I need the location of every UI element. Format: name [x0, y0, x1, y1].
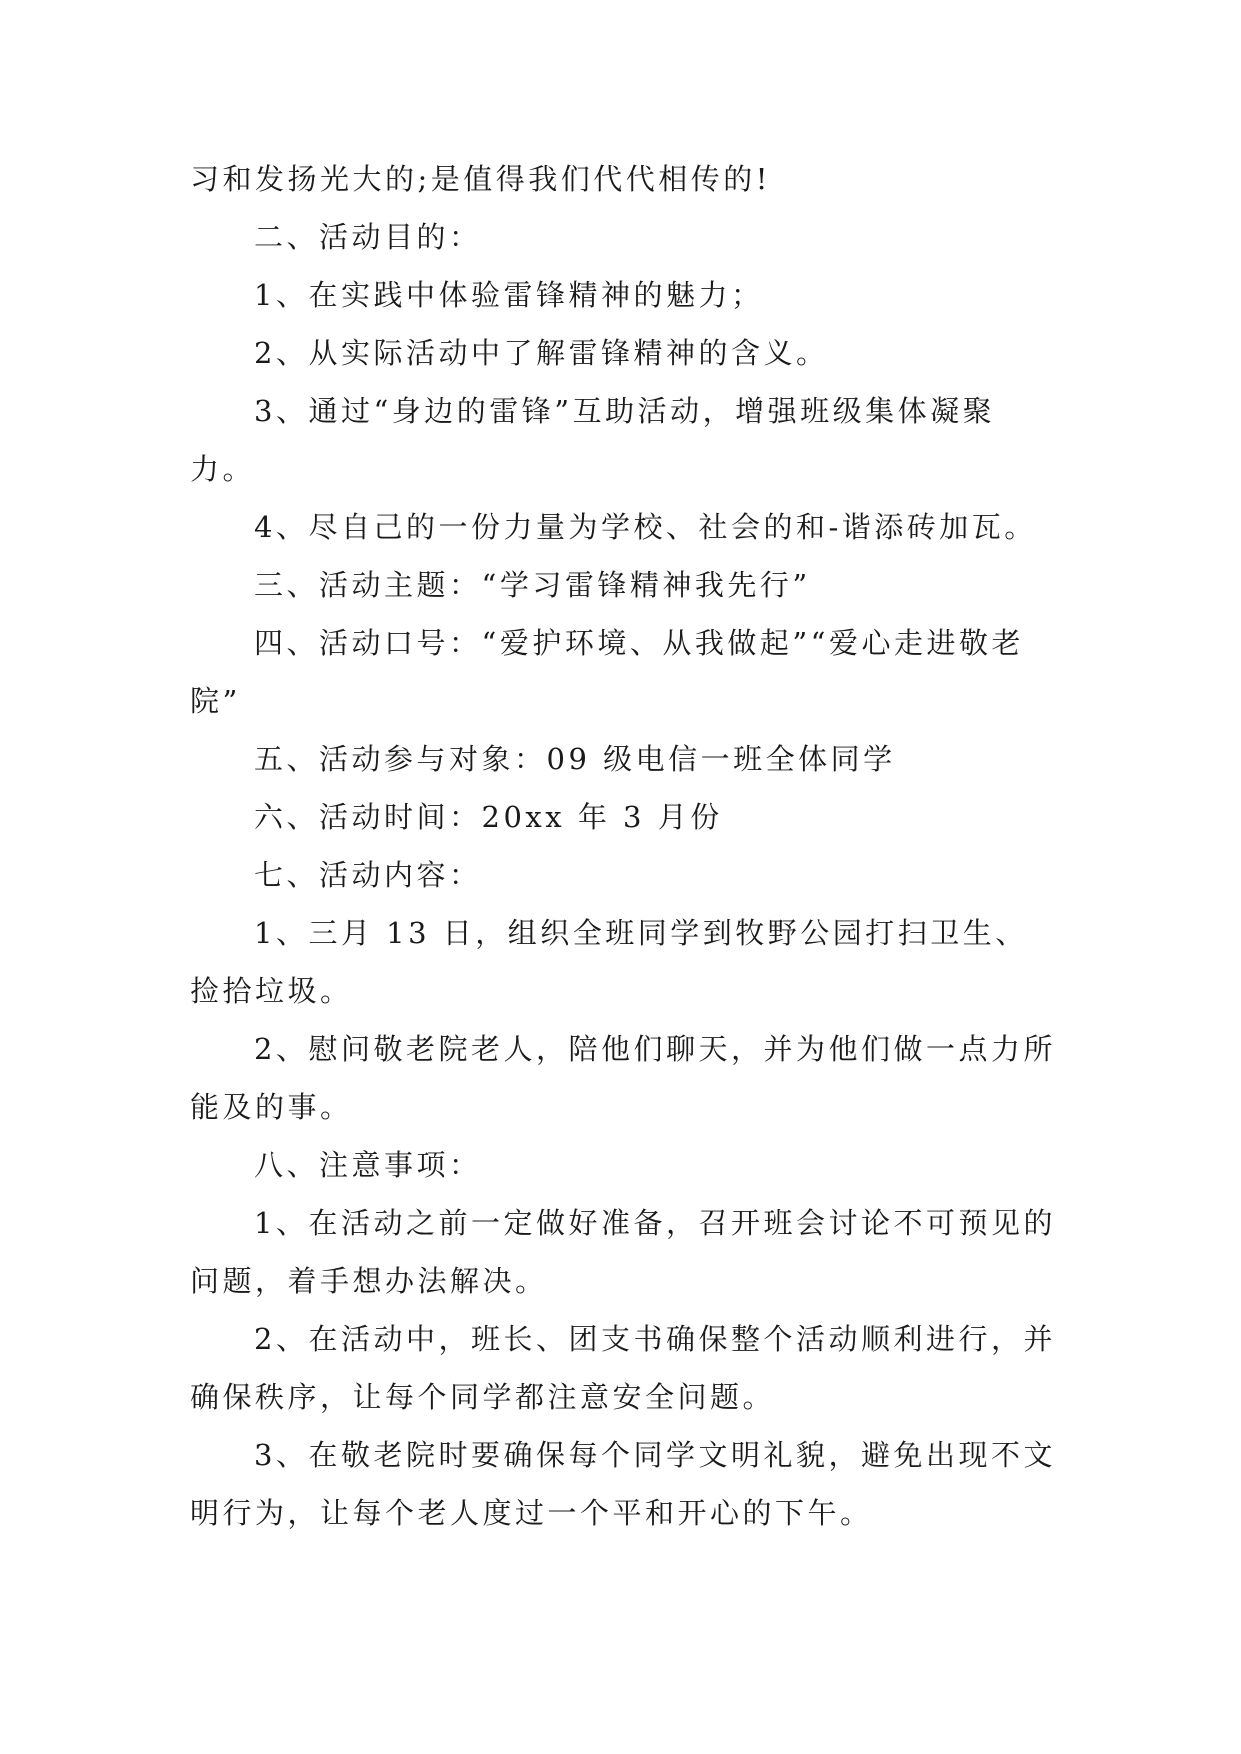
goal-item-3: 3、通过“身边的雷锋”互助活动，增强班级集体凝聚力。 [190, 394, 996, 486]
section-theme: 三、活动主题：“学习雷锋精神我先行” [254, 568, 811, 602]
note-item-1: 1、在活动之前一定做好准备，召开班会讨论不可预见的问题，着手想办法解决。 [190, 1206, 1056, 1298]
content-item-1: 1、三月 13 日，组织全班同学到牧野公园打扫卫生、捡拾垃圾。 [190, 916, 1028, 1008]
section-participants: 五、活动参与对象：09 级电信一班全体同学 [254, 742, 896, 776]
content-item-2: 2、慰问敬老院老人，陪他们聊天，并为他们做一点力所能及的事。 [190, 1032, 1056, 1124]
note-item-2: 2、在活动中，班长、团支书确保整个活动顺利进行，并确保秩序，让每个同学都注意安全问题。 [190, 1322, 1056, 1414]
paragraph-continuation: 习和发扬光大的;是值得我们代代相传的! [190, 162, 771, 196]
goal-item-1: 1、在实践中体验雷锋精神的魅力； [254, 278, 764, 312]
goal-item-4: 4、尽自己的一份力量为学校、社会的和-谐添砖加瓦。 [254, 510, 1037, 544]
section-heading-notes: 八、注意事项： [254, 1148, 482, 1182]
section-slogan: 四、活动口号：“爱护环境、从我做起”“爱心走进敬老院” [190, 626, 1024, 718]
goal-item-2: 2、从实际活动中了解雷锋精神的含义。 [254, 336, 829, 370]
section-heading-goals: 二、活动目的： [254, 220, 482, 254]
document-page [190, 150, 1060, 1542]
note-item-3: 3、在敬老院时要确保每个同学文明礼貌，避免出现不文明行为，让每个老人度过一个平和开心的下午。 [190, 1438, 1056, 1530]
section-time: 六、活动时间：20xx 年 3 月份 [254, 800, 723, 834]
section-heading-content: 七、活动内容： [254, 858, 482, 892]
